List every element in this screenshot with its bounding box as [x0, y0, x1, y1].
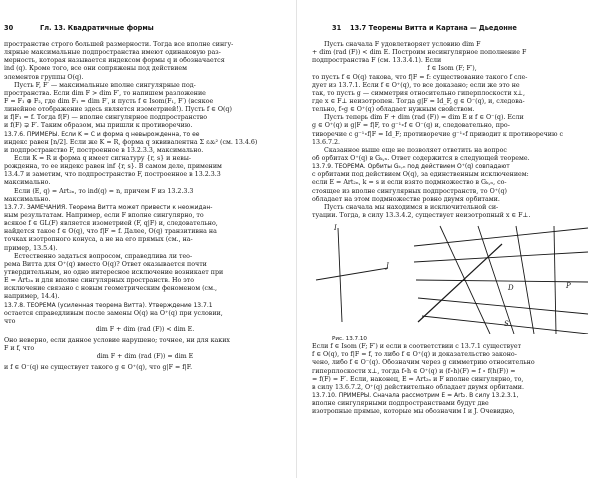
right-body-bottom [302, 343, 592, 416]
line-i [338, 228, 342, 322]
text-line: Оно неверно, если данное условие нарушено; точнее, ни для каких [4, 336, 230, 344]
text-line: f̄ ∈ O(q), то f̄|F = f, то либо f̄ ∈ O⁺(q) и доказательство законо- [312, 351, 517, 359]
right-body-top [302, 41, 592, 220]
line-j [316, 268, 388, 280]
text-line: dim F + dim (rad (F)) < dim E. [95, 325, 195, 333]
text-line: исключение связано с новым геометрическим феноменом (см., [4, 285, 217, 293]
text-line: ind (q). Кроме того, все они сопряжены под действием [4, 65, 188, 73]
text-line: 13.7.10. ПРИМЕРЫ. Сначала рассмотрим E = Art₂. В силу 13.2.3.1, [312, 391, 519, 399]
text-line: обладает на этом подмножестве ровно двумя орбитами. [312, 195, 500, 203]
text-line: так, то пусть g — симметрия относительно гиперплоскости x⊥, [312, 89, 526, 97]
right-header [306, 24, 592, 38]
running-head: 13.7 Теоремы Витта и Картана — Дьедонне [350, 24, 517, 32]
text-line: линейное отображение здесь является изометрией!). Пусть f̄ ∈ O(q) [4, 106, 232, 114]
text-line: 13.7.6. ПРИМЕРЫ. Если K = C и форма q невырожденна, то ее [4, 130, 200, 138]
text-line: точках изотропного конуса, а не на его прямых (см., на- [4, 236, 193, 244]
left-body [0, 41, 290, 372]
text-line: g ∈ O⁺(q) и g|F = f̄|F, то g⁻¹∘f̄ ∈ O⁻(q) и, следовательно, про- [312, 122, 510, 130]
text-line: индекс равен [n/2]. Если же K = R, форма q эквивалентна Σ εᵢxᵢ² (см. 13.4.6) [4, 138, 258, 146]
text-line: что [4, 317, 16, 325]
text-line: рожденна, то ее индекс равен inf {r, s}. В самом деле, применим [4, 163, 222, 171]
text-line: Если K = R и форма q имеет сигнатуру {r, s} и невы- [14, 154, 191, 162]
text-line: стоящее из вполне сингулярных подпространств, то O⁺(q) [312, 187, 508, 195]
text-line: где x ∈ F̃⊥ неизотропен. Тогда g|F = Id_F, g ∈ O⁻(q), и, следова- [312, 97, 525, 105]
figure-label-s: S [504, 320, 509, 329]
text-line: с орбитами под действием O(q), за единственным исключением: [312, 171, 529, 179]
text-line: Естественно задаться вопросом, справедлива ли тео- [14, 252, 193, 260]
text-line: тельно, f∘g ∈ O⁺(q) обладает нужным свойством. [312, 106, 475, 114]
text-line: dim F + dim (rad (F)) = dim E [96, 353, 194, 361]
text-line: Сказанное выше еще не позволяет ответить на вопрос [324, 146, 507, 154]
text-line: 13.7.9. ТЕОРЕМА. Орбиты Gₖ,ₙ под действием O⁺(q) совпадают [312, 163, 510, 171]
text-line: максимально. [4, 195, 51, 203]
text-line: всякое f ∈ GL(F) является изометрией (F, q|F) и, следовательно, [4, 220, 218, 228]
right-page [302, 0, 592, 478]
text-line: Пусть F, F′ — максимальные вполне сингулярные под- [14, 81, 196, 89]
text-line: f ∈ Isom (F; F′), [427, 65, 477, 73]
text-line: то пусть f̄ ∈ O(q) такова, что f̄|F = f: существование такого f̄ сле- [312, 73, 528, 81]
text-line: Если f̄ ∈ Isom (F; F′) и если в соответствии с 13.7.1 существует [312, 343, 522, 351]
text-line: F = F₁ ⊕ F₂, где dim F₁ = dim F′, и пусть f ∈ Isom(F₁, F′) (всякое [4, 97, 214, 105]
text-line: элементов группы O(q). [4, 73, 84, 81]
text-line: туации. Тогда, в силу 13.3.4.2, существует неизотропный x ∈ F̃⊥. [312, 211, 531, 219]
running-head: Гл. 13. Квадратичные формы [40, 24, 154, 32]
left-header [4, 24, 290, 38]
text-line: вполне сингулярными подпространствами будут две [312, 400, 489, 408]
text-line: тиворечие с g⁻¹∘f̄|F = Id_F; противоречие g⁻¹∘f̄ приводит к противоречию с [312, 130, 563, 138]
text-line: мерность, которая называется индексом формы q и обозначается [4, 57, 225, 65]
text-line: максимально. [4, 179, 51, 187]
text-line: 13.7.7. ЗАМЕЧАНИЯ. Теорема Витта может привести к неожидан- [4, 203, 213, 211]
figure-drawing [302, 222, 592, 334]
page-number: 30 [4, 24, 14, 32]
text-line: рема Витта для O⁺(q) вместо O(q)? Ответ оказывается почти [4, 260, 207, 268]
text-line: если E = Art₂ₙ, k = s и если взято подмножество в Gₖ,ₙ, со- [312, 179, 507, 187]
figure-caption: Рис. 13.7.10 [332, 336, 367, 343]
text-line: об орбитах O⁺(q) в Gₖ,ₙ. Ответ содержится в следующей теореме. [312, 154, 530, 162]
text-line: 13.7.8. ТЕОРЕМА (усиленная теорема Витта). Утверждение 13.7.1 [4, 301, 213, 309]
page-number: 31 [332, 24, 342, 32]
text-line: пространства. Если dim F > dim F′, то напишем разложение [4, 89, 206, 97]
text-line: E = Art₂ₙ и для вполне сингулярных пространств. Но это [4, 277, 195, 285]
text-line: ным результатам. Например, если F вполне сингулярно, то [4, 211, 204, 219]
text-line: и подпространство F, построенное в 13.2.3.3, максимально. [4, 146, 204, 154]
text-line: пространстве строго большей размерности. Тогда все вполне сингу- [4, 41, 234, 48]
text-line: в силу 13.6.7.2, O⁺(q) действительно обладает двумя орбитами. [312, 383, 524, 391]
text-line: остается справедливым после замены O(q) на O⁺(q) при условии, [4, 309, 223, 317]
text-line: Пусть сначала мы находимся в исключительной си- [324, 203, 499, 211]
text-line: Пусть сначала F удовлетворяет условию dim F [324, 41, 481, 48]
figure-label-p: P [566, 282, 571, 291]
figure-label-i: I [334, 224, 337, 233]
figure-13-7-10 [302, 222, 592, 334]
text-line: подпространства F (см. 13.3.4.1). Если [312, 57, 442, 65]
line-d [418, 244, 502, 322]
text-line: пример, 13.5.4). [4, 244, 58, 252]
text-line: чено, либо f̄ ∈ O⁻(q). Обозначим через g симметрию относительно [312, 359, 535, 367]
text-line: Пусть теперь dim F + dim (rad (F)) = dim E и f̄ ∈ O⁻(q). Если [324, 114, 524, 122]
figure-label-j: J [386, 262, 389, 271]
left-page [0, 0, 290, 478]
text-line: Если (E, q) = Art₂ₙ, то ind(q) = n, причем F из 13.2.3.3 [14, 187, 194, 195]
text-line: + dim (rad (F)) < dim E. Построим несингулярное пополнение F̃ [312, 49, 527, 57]
text-line: 13.4.7 и заметим, что подпространство F, построенное в 13.2.3.3 [4, 171, 221, 179]
text-line: и f̄(F) ⊋ F′. Таким образом, мы пришли к противоречию. [4, 122, 193, 130]
text-line: например, 14.4). [4, 293, 60, 301]
text-line: гиперплоскости x⊥, тогда f∘h ∈ O⁺(q) и (f∘h)(F) = f̄ ∘ f̄(h(F)) = [312, 367, 516, 375]
figure-label-d: D [508, 284, 514, 293]
text-line: изотропные прямые, которые мы обозначим I и J. Очевидно, [312, 408, 515, 416]
text-line: F и f, что [4, 345, 35, 353]
text-line: 13.6.7.2. [312, 138, 341, 146]
text-line: найдется такое f̄ ∈ O(q), что f̄|F = f. Далее, O(q) транзитивна на [4, 228, 217, 236]
text-line: лярные максимальные подпространства имеют одинаковую раз- [4, 49, 221, 57]
text-line: и f̄|F₁ = f. Тогда f̄(F) — вполне сингулярное подпространство [4, 114, 208, 122]
text-line: и f̄ ∈ O⁻(q) не существует такого g ∈ O⁺(q), что g|F = f̄|F. [4, 364, 193, 372]
text-line: утвердительным, но одно интересное исключение возникает при [4, 268, 224, 276]
page-gutter [296, 0, 297, 478]
text-line: = f̄(F) = F′. Если, наконец, E = Art₂ₙ и F вполне сингулярно, то, [312, 375, 524, 383]
text-line: дует из 13.7.1. Если f̄ ∈ O⁺(q), то все доказано; если же это не [312, 81, 520, 89]
